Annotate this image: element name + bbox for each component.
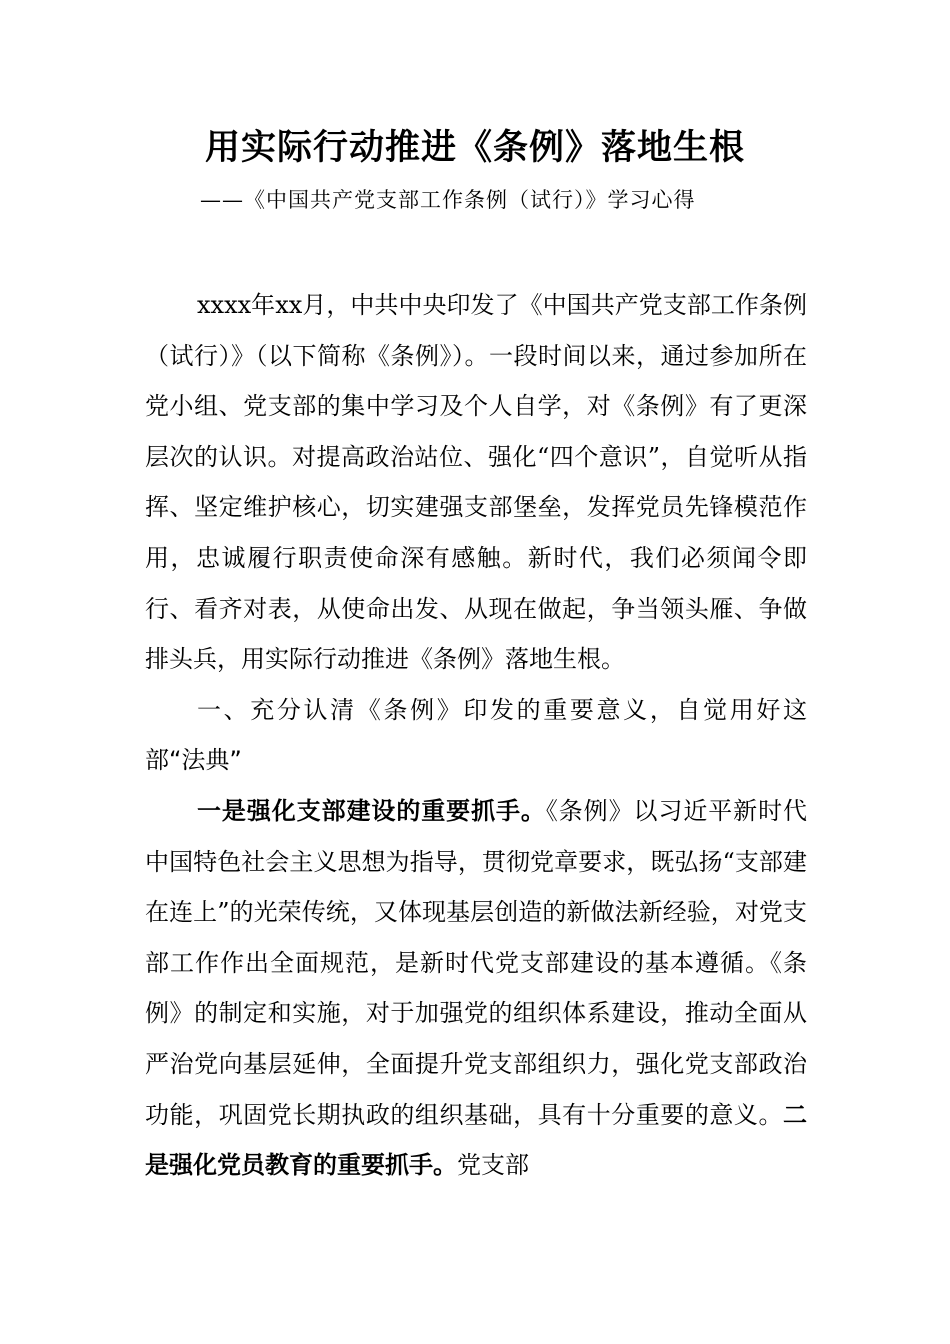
section-1-paragraph: [145, 786, 807, 1191]
document-subtitle: ——《中国共产党支部工作条例（试行）》学习心得: [200, 188, 696, 212]
point-2-lead: 二是强化党员教育的重要抓手。: [145, 1099, 807, 1180]
document-body: [145, 280, 807, 1191]
point-2-body: 党支部: [457, 1151, 529, 1180]
intro-paragraph: xxxx年xx月，中共中央印发了《中国共产党支部工作条例（试行）》（以下简称《条例》）。一段时间以来，通过参加所在党小组、党支部的集中学习及个人自学，对《条例》有了更深层次的认识。对提高政治站位、强化“四个意识”，自觉听从指挥、坚定维护核心，切实建强支部堡垒，发挥党员先锋模范作用，忠诚履行职责使命深有感触。新时代，我们必须闻令即行、看齐对表，从使命出发、从现在做起，争当领头雁、争做排头兵，用实际行动推进《条例》落地生根。: [145, 291, 807, 674]
point-1-lead: 一是强化支部建设的重要抓手。: [197, 795, 546, 825]
point-1-body: 《条例》以习近平新时代中国特色社会主义思想为指导，贯彻党章要求，既弘扬“支部建在连上”的光荣传统，又体现基层创造的新做法新经验，对党支部工作作出全面规范，是新时代党支部建设的基本遵循。《条例》的制定和实施，对于加强党的组织体系建设，推动全面从严治党向基层延伸，全面提升党支部组织力，强化党支部政治功能，巩固党长期执政的组织基础，具有十分重要的意义。: [145, 796, 808, 1129]
document-title: 用实际行动推进《条例》落地生根: [204, 127, 745, 168]
section-heading-1: 一、充分认清《条例》印发的重要意义，自觉用好这部“法典”: [145, 695, 807, 775]
